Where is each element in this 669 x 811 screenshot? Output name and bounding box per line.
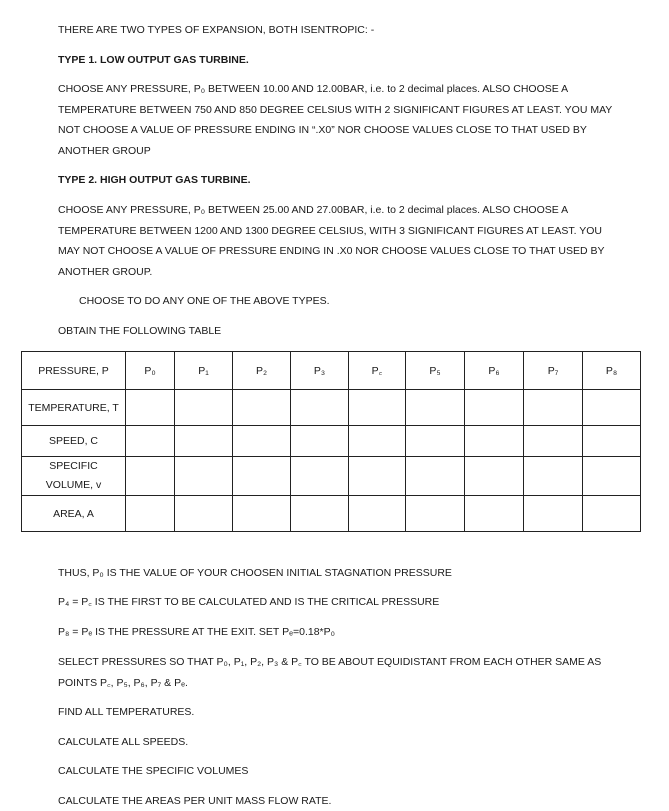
column-header-p7: P₇: [524, 352, 583, 390]
column-header-pc: P꜀: [349, 352, 406, 390]
table-cell: [583, 390, 641, 426]
column-header-p6: P₆: [465, 352, 524, 390]
obtain-table-text: OBTAIN THE FOLLOWING TABLE: [58, 325, 222, 337]
note-calc-speeds: CALCULATE ALL SPEEDS.: [58, 736, 189, 748]
table-cell: [175, 496, 233, 532]
table-cell: [233, 426, 291, 457]
type1-line: TEMPERATURE BETWEEN 750 AND 850 DEGREE CELSIUS WITH 2 SIGNIFICANT FIGURES AT LEAST. YOU MAY: [58, 103, 613, 116]
type2-line: MAY NOT CHOOSE A VALUE OF PRESSURE ENDING IN .X0 NOR CHOOSE VALUES CLOSE TO THAT USED BY: [58, 245, 605, 257]
pressure-table: [21, 351, 641, 532]
table-cell: [406, 496, 465, 532]
table-cell: [406, 426, 465, 457]
table-cell: [349, 457, 406, 496]
table-cell: [583, 496, 641, 532]
pressure-header-cell: PRESSURE, P: [22, 352, 126, 390]
row-label-area: AREA, A: [22, 496, 126, 532]
table-cell: [349, 390, 406, 426]
column-header-p3: P₃: [291, 352, 349, 390]
note-p4: P₄ = P꜀ IS THE FIRST TO BE CALCULATED AND IS THE CRITICAL PRESSURE: [58, 596, 440, 608]
row-label-temperature: TEMPERATURE, T: [22, 390, 126, 426]
note-thus: THUS, P₀ IS THE VALUE OF YOUR CHOOSEN INITIAL STAGNATION PRESSURE: [58, 567, 452, 579]
table-cell: [406, 390, 465, 426]
table-cell: [126, 496, 175, 532]
table-cell: [175, 457, 233, 496]
table-cell: [524, 496, 583, 532]
row-label-specific-volume: SPECIFIC VOLUME, v: [22, 457, 126, 496]
table-header-row: [22, 352, 641, 390]
table-cell: [126, 457, 175, 496]
table-cell: [233, 390, 291, 426]
table-cell: [465, 457, 524, 496]
table-cell: [349, 426, 406, 457]
table-cell: [406, 457, 465, 496]
type2-heading: TYPE 2. HIGH OUTPUT GAS TURBINE.: [58, 174, 251, 186]
table-cell: [465, 426, 524, 457]
table-cell: [175, 426, 233, 457]
table-cell: [126, 426, 175, 457]
table-row: [22, 390, 641, 426]
note-find-temps: FIND ALL TEMPERATURES.: [58, 706, 195, 718]
table-cell: [465, 390, 524, 426]
note-select: [58, 652, 624, 693]
table-cell: [524, 390, 583, 426]
table-cell: [175, 390, 233, 426]
type1-line: ANOTHER GROUP: [58, 144, 151, 157]
table-cell: [233, 457, 291, 496]
column-header-p0: P₀: [126, 352, 175, 390]
table-cell: [233, 496, 291, 532]
table-cell: [291, 426, 349, 457]
table-cell: [583, 426, 641, 457]
table-cell: [524, 426, 583, 457]
table-cell: [291, 457, 349, 496]
note-calc-volumes: CALCULATE THE SPECIFIC VOLUMES: [58, 765, 249, 777]
table-cell: [349, 496, 406, 532]
type1-line: CHOOSE ANY PRESSURE, P₀ BETWEEN 10.00 AND 12.00BAR, i.e. to 2 decimal places. ALSO CHOOSE A: [58, 83, 569, 95]
column-header-p1: P₁: [175, 352, 233, 390]
column-header-p5: P₅: [406, 352, 465, 390]
note-select-line: POINTS P꜀, P₅, P₆, P₇ & Pₑ.: [58, 676, 188, 689]
type1-heading: TYPE 1. LOW OUTPUT GAS TURBINE.: [58, 54, 249, 66]
table-row: [22, 457, 641, 496]
note-select-line: SELECT PRESSURES SO THAT P₀, P₁, P₂, P₃ & P꜀ TO BE ABOUT EQUIDISTANT FROM EACH OTHER SAME AS: [58, 656, 602, 668]
intro-text: THERE ARE TWO TYPES OF EXPANSION, BOTH ISENTROPIC: -: [58, 24, 375, 36]
type2-line: TEMPERATURE BETWEEN 1200 AND 1300 DEGREE CELSIUS, WITH 3 SIGNIFICANT FIGURES AT LEAST. YOU: [58, 224, 603, 237]
type1-paragraph: [58, 79, 624, 161]
table-cell: [465, 496, 524, 532]
table-cell: [524, 457, 583, 496]
table-cell: [126, 390, 175, 426]
row-label-speed: SPEED, C: [22, 426, 126, 457]
type2-line: ANOTHER GROUP.: [58, 265, 153, 278]
type2-line: CHOOSE ANY PRESSURE, P₀ BETWEEN 25.00 AND 27.00BAR, i.e. to 2 decimal places. ALSO CHOOSE A: [58, 204, 569, 216]
column-header-p8: P₈: [583, 352, 641, 390]
choose-type-text: CHOOSE TO DO ANY ONE OF THE ABOVE TYPES.: [79, 295, 330, 307]
table-cell: [583, 457, 641, 496]
note-p8: P₈ = Pₑ IS THE PRESSURE AT THE EXIT. SET Pₑ=0.18*P₀: [58, 626, 335, 638]
table-cell: [291, 496, 349, 532]
column-header-p2: P₂: [233, 352, 291, 390]
table-row: [22, 426, 641, 457]
table-row: [22, 496, 641, 532]
table-cell: [291, 390, 349, 426]
type2-paragraph: [58, 200, 624, 282]
type1-line: NOT CHOOSE A VALUE OF PRESSURE ENDING IN “.X0” NOR CHOOSE VALUES CLOSE TO THAT USED BY: [58, 124, 587, 136]
note-calc-areas: CALCULATE THE AREAS PER UNIT MASS FLOW RATE.: [58, 795, 332, 807]
